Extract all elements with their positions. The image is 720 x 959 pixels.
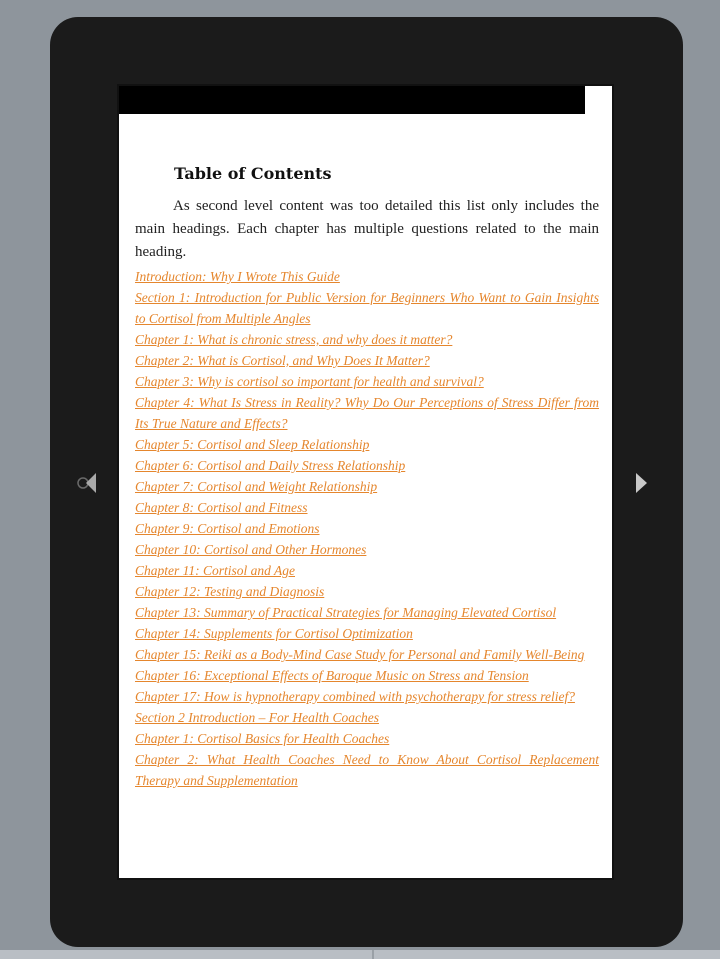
toc-link-chapter-4[interactable]: Chapter 4: What Is Stress in Reality? Why Do Our Perceptions of Stress Differ from Its True Nature and Effects? [135,395,599,431]
toc-link-chapter-12[interactable]: Chapter 12: Testing and Diagnosis [135,584,325,599]
toc-link-chapter-11[interactable]: Chapter 11: Cortisol and Age [135,563,296,578]
next-page-button[interactable] [630,470,654,496]
toc-list [135,266,599,791]
page-title: Table of Contents [174,164,332,183]
chevron-left-icon [76,470,100,496]
toc-link-chapter-1[interactable]: Chapter 1: What is chronic stress, and why does it matter? [135,332,453,347]
book-page [117,84,614,880]
bottom-scrollbar[interactable] [0,950,720,959]
chevron-right-icon [630,470,654,496]
toc-link-chapter-6[interactable]: Chapter 6: Cortisol and Daily Stress Relationship [135,458,406,473]
toc-link-introduction[interactable]: Introduction: Why I Wrote This Guide [135,269,340,284]
page-header-bar [119,86,585,114]
previous-page-button[interactable] [76,470,100,496]
toc-link-chapter-16[interactable]: Chapter 16: Exceptional Effects of Baroque Music on Stress and Tension [135,668,529,683]
toc-link-chapter-17[interactable]: Chapter 17: How is hypnotherapy combined with psychotherapy for stress relief? [135,689,575,704]
scrollbar-divider [372,950,374,959]
toc-link-chapter-15[interactable]: Chapter 15: Reiki as a Body-Mind Case Study for Personal and Family Well-Being [135,647,585,662]
toc-link-section-2-chapter-1[interactable]: Chapter 1: Cortisol Basics for Health Coaches [135,731,390,746]
toc-link-chapter-7[interactable]: Chapter 7: Cortisol and Weight Relationship [135,479,378,494]
toc-link-chapter-10[interactable]: Chapter 10: Cortisol and Other Hormones [135,542,367,557]
toc-link-section-2-chapter-2[interactable]: Chapter 2: What Health Coaches Need to Know About Cortisol Replacement Therapy and Supplementation [135,752,599,788]
toc-link-chapter-13[interactable]: Chapter 13: Summary of Practical Strategies for Managing Elevated Cortisol [135,605,557,620]
toc-link-chapter-8[interactable]: Chapter 8: Cortisol and Fitness [135,500,308,515]
toc-link-chapter-9[interactable]: Chapter 9: Cortisol and Emotions [135,521,320,536]
toc-link-chapter-5[interactable]: Chapter 5: Cortisol and Sleep Relationship [135,437,370,452]
toc-link-chapter-2[interactable]: Chapter 2: What is Cortisol, and Why Does It Matter? [135,353,430,368]
toc-link-chapter-3[interactable]: Chapter 3: Why is cortisol so important for health and survival? [135,374,484,389]
toc-link-section-2[interactable]: Section 2 Introduction – For Health Coaches [135,710,379,725]
toc-link-chapter-14[interactable]: Chapter 14: Supplements for Cortisol Optimization [135,626,413,641]
toc-link-section-1[interactable]: Section 1: Introduction for Public Version for Beginners Who Want to Gain Insights to Cortisol from Multiple Angles [135,290,599,326]
toc-intro-text: As second level content was too detailed this list only includes the main headings. Each chapter has multiple questions related to the main heading. [135,198,599,260]
